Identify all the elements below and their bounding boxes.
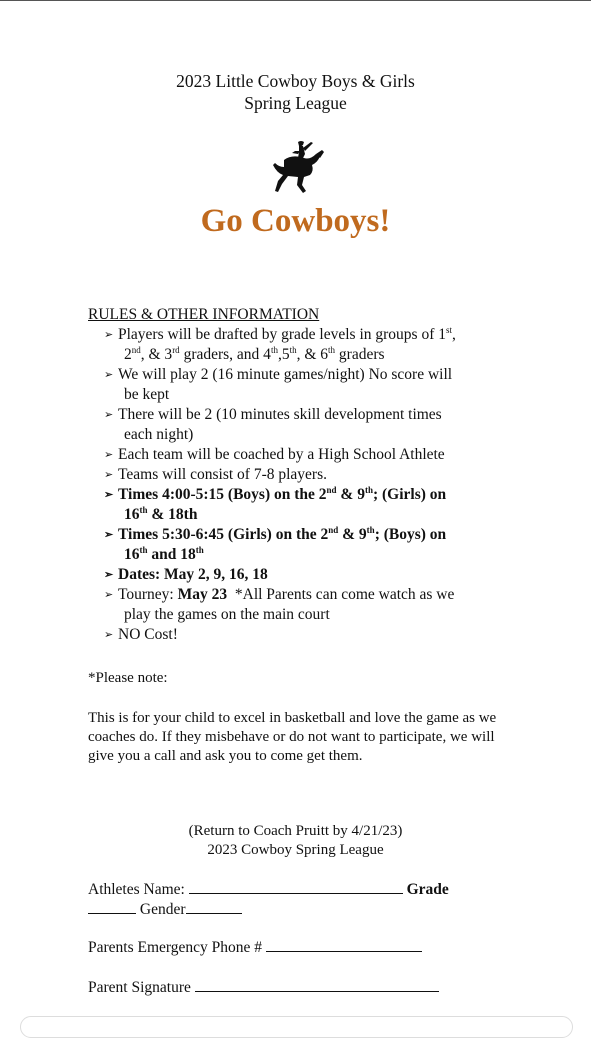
return-line-2: 2023 Cowboy Spring League (207, 842, 384, 858)
rules-section (88, 305, 568, 645)
arrow-bullet-icon: ➢ (104, 449, 114, 461)
note-label: *Please note: (88, 670, 168, 686)
arrow-bullet-icon: ➢ (104, 409, 114, 421)
list-item: ➢ Players will be drafted by grade levels in groups of 1st, 2nd, & 3rd graders, and 4th,5th, & 6th graders (104, 324, 456, 363)
top-divider (0, 0, 591, 1)
list-item: ➢ NO Cost! (104, 626, 178, 643)
arrow-bullet-icon: ➢ (104, 569, 114, 581)
note-paragraph: This is for your child to excel in basketball and love the game as we coaches do. If they misbehave or do not want to participate, we will give you a call and ask you to come get them. (88, 710, 497, 764)
list-item: ➢ Times 5:30-6:45 (Girls) on the 2nd & 9th; (Boys) on 16th and 18th (104, 524, 447, 563)
slogan: Go Cowboys! (200, 203, 391, 239)
signature-row (88, 977, 439, 997)
signature-blank[interactable] (195, 977, 439, 992)
arrow-bullet-icon: ➢ (104, 589, 114, 601)
header-line-1: 2023 Little Cowboy Boys & Girls (176, 71, 415, 91)
arrow-bullet-icon: ➢ (104, 329, 114, 341)
athlete-name-blank[interactable] (189, 879, 403, 894)
athlete-name-row (88, 879, 449, 899)
arrow-bullet-icon: ➢ (104, 369, 114, 381)
arrow-bullet-icon: ➢ (104, 629, 114, 641)
list-item: ➢ Dates: May 2, 9, 16, 18 (104, 566, 268, 583)
return-line-1: (Return to Coach Pruitt by 4/21/23) (188, 823, 403, 839)
rules-title: RULES & OTHER INFORMATION (88, 306, 320, 323)
header-line-2: Spring League (244, 93, 347, 113)
list-item: ➢ Teams will consist of 7-8 players. (104, 466, 327, 483)
bottom-edge (20, 1016, 573, 1038)
bucking-horse-rider-icon (264, 138, 328, 202)
rules-list (88, 325, 568, 645)
list-item: ➢ Times 4:00-5:15 (Boys) on the 2nd & 9th; (Girls) on 16th & 18th (104, 484, 447, 523)
phone-blank[interactable] (266, 937, 422, 952)
list-item: ➢ Each team will be coached by a High School Athlete (104, 446, 445, 463)
phone-label: Parents Emergency Phone # (88, 939, 266, 956)
list-item: ➢ There will be 2 (10 minutes skill development times each night) (104, 406, 442, 443)
gender-label: Gender (139, 901, 186, 918)
signature-label: Parent Signature (88, 979, 195, 996)
return-info (0, 822, 591, 860)
list-item: ➢ We will play 2 (16 minute games/night) No score will be kept (104, 366, 453, 403)
phone-row (88, 937, 422, 957)
arrow-bullet-icon: ➢ (104, 529, 114, 541)
gender-blank[interactable] (186, 899, 242, 914)
arrow-bullet-icon: ➢ (104, 489, 114, 501)
grade-gender-row (88, 899, 242, 919)
athlete-name-label: Athletes Name: (88, 881, 189, 898)
grade-label: Grade (406, 881, 449, 898)
list-item: ➢ Tourney: May 23 *All Parents can come watch as we play the games on the main court (104, 586, 455, 623)
grade-blank[interactable] (88, 899, 136, 914)
arrow-bullet-icon: ➢ (104, 469, 114, 481)
document-header (0, 70, 591, 114)
